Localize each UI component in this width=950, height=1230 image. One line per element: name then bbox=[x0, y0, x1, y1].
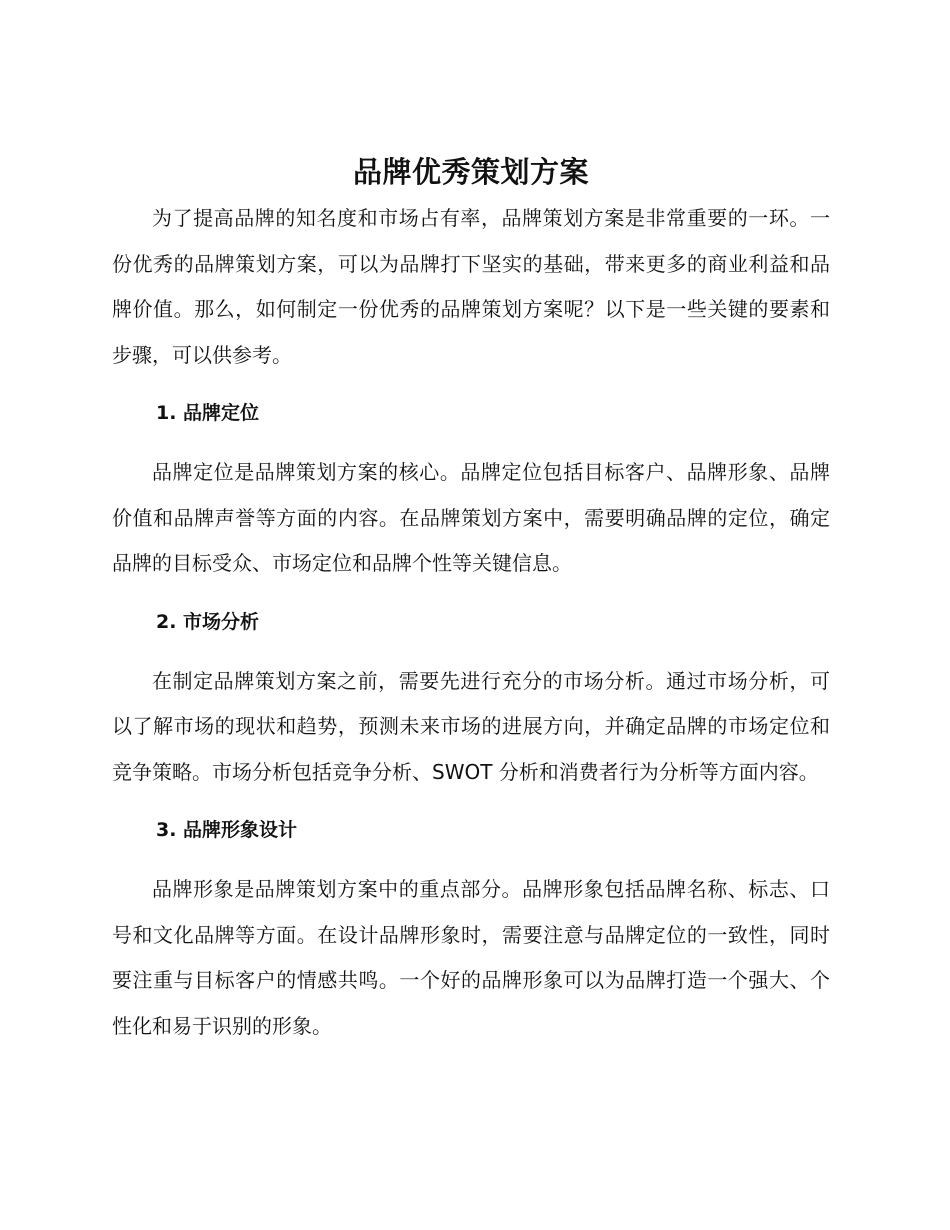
section-heading-market-analysis: 2. 市场分析 bbox=[156, 610, 260, 633]
document-title: 品牌优秀策划方案 bbox=[352, 155, 589, 189]
section-heading-brand-image-design: 3. 品牌形象设计 bbox=[156, 819, 298, 841]
intro-paragraph: 为了提高品牌的知名度和市场占有率，品牌策划方案是非常重要的一环。一份优秀的品牌策划方案，可以为品牌打下坚实的基础，带来更多的商业利益和品牌价值。那么，如何制定一份优秀的品牌策划方案呢？以下是一些关键的要素和步骤，可以供参考。 bbox=[112, 206, 830, 367]
document-page bbox=[112, 150, 830, 1049]
section-body-market-analysis: 在制定品牌策划方案之前，需要先进行充分的市场分析。通过市场分析，可以了解市场的现状和趋势，预测未来市场的进展方向，并确定品牌的市场定位和竞争策略。市场分析包括竞争分析、SWOT 分析和消费者行为分析等方面内容。 bbox=[112, 668, 830, 784]
section-body-brand-image-design: 品牌形象是品牌策划方案中的重点部分。品牌形象包括品牌名称、标志、口号和文化品牌等方面。在设计品牌形象时，需要注意与品牌定位的一致性，同时要注重与目标客户的情感共鸣。一个好的品牌形象可以为品牌打造一个强大、个性化和易于识别的形象。 bbox=[112, 877, 830, 1038]
section-body-brand-positioning: 品牌定位是品牌策划方案的核心。品牌定位包括目标客户、品牌形象、品牌价值和品牌声誉等方面的内容。在品牌策划方案中，需要明确品牌的定位，确定品牌的目标受众、市场定位和品牌个性等关键信息。 bbox=[112, 460, 830, 575]
section-heading-brand-positioning: 1. 品牌定位 bbox=[156, 402, 260, 424]
